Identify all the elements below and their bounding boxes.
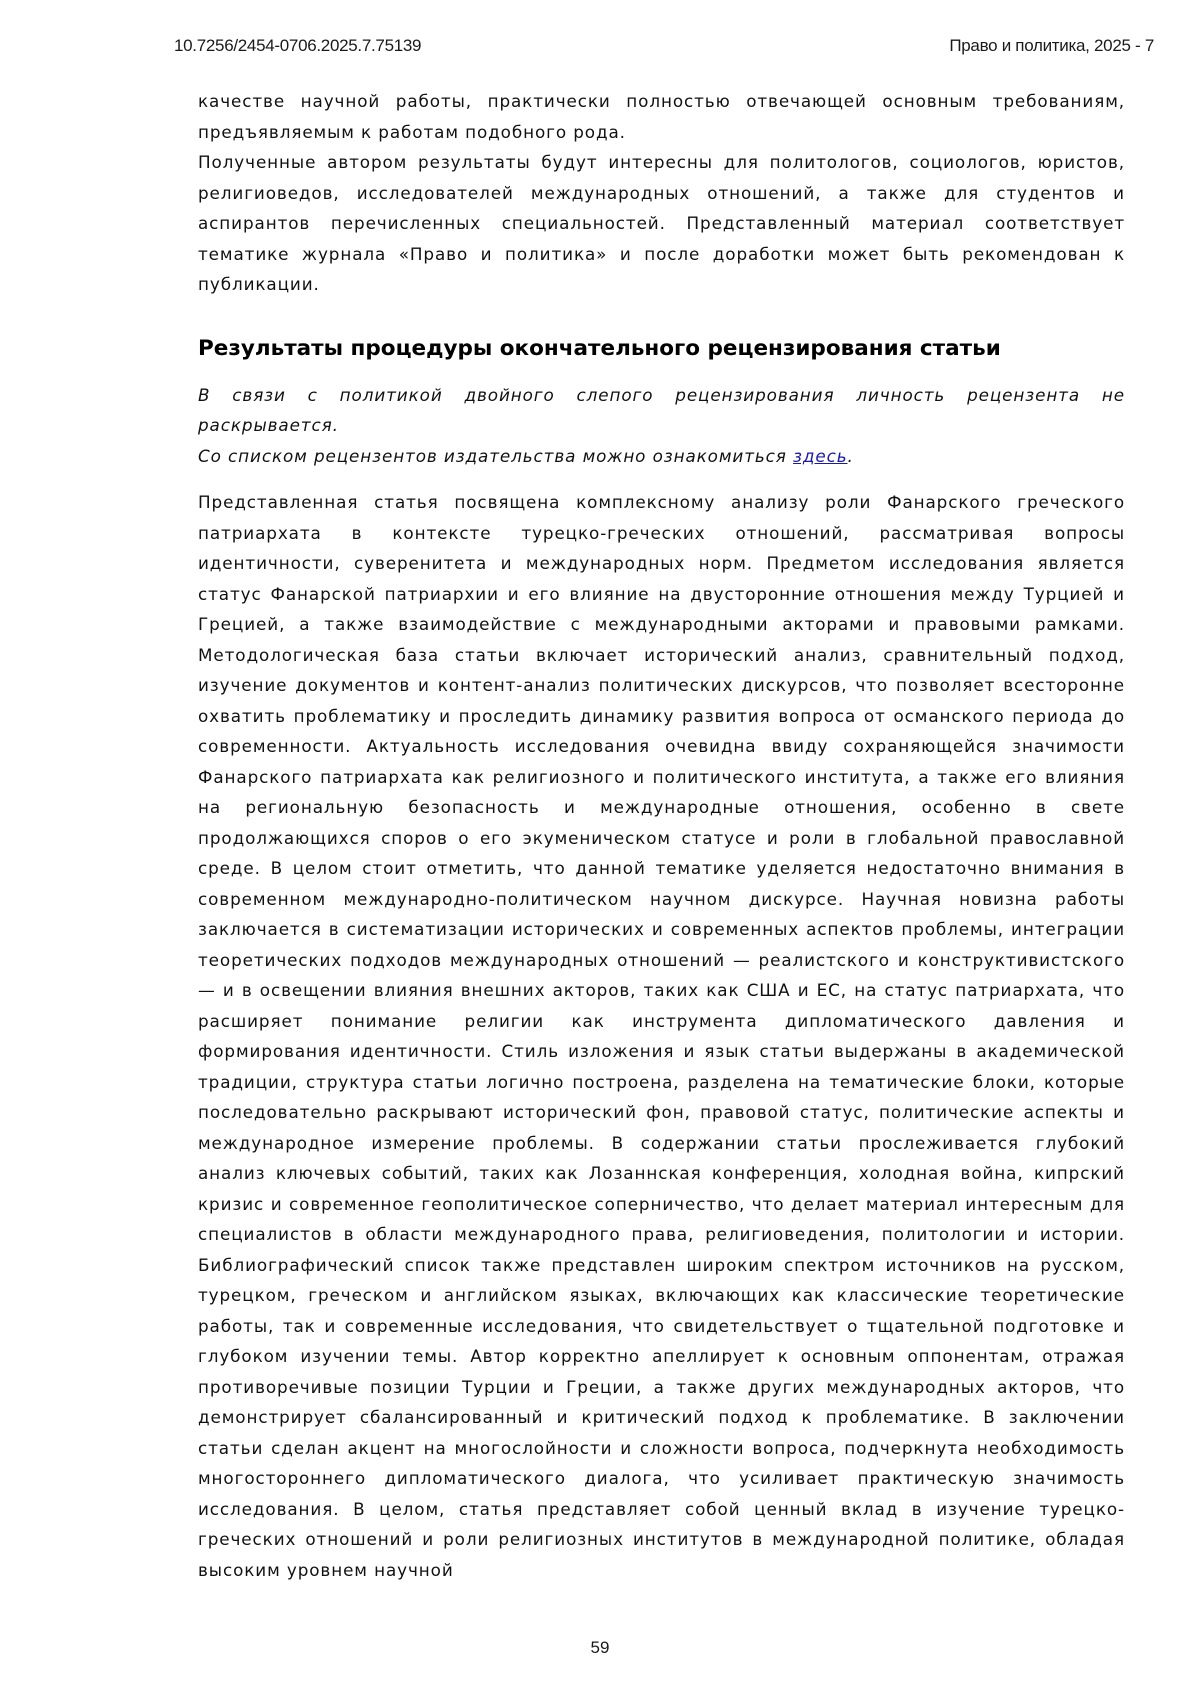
reviewers-text: Со списком рецензентов издательства можно ознакомиться <box>198 446 793 466</box>
intro-paragraph-continued: качестве научной работы, практически полностью отвечающей основным требованиям, предъявляемым к работам подобного рода. <box>198 86 1125 147</box>
intro-paragraph-audience: Полученные автором результаты будут интересны для политологов, социологов, юристов, религиоведов, исследователей международных отношений, а также для студентов и аспирантов перечисленных специальностей. Представленный материал соответствует тематике журнала «Право и политика» и после доработки может быть рекомендован к публикации. <box>198 147 1125 300</box>
document-page <box>0 0 1200 1698</box>
blind-review-note: В связи с политикой двойного слепого рецензирования личность рецензента не раскрывается. <box>198 380 1125 441</box>
page-content <box>198 86 1125 1585</box>
review-body: Представленная статья посвящена комплексному анализу роли Фанарского греческого патриархата в контексте турецко-греческих отношений, рассматривая вопросы идентичности, суверенитета и международных норм. Предметом исследования является статус Фанарской патриархии и его влияние на двусторонние отношения между Турцией и Грецией, а также взаимодействие с международными акторами и правовыми рамками. Методологическая база статьи включает исторический анализ, сравнительный подход, изучение документов и контент-анализ политических дискурсов, что позволяет всесторонне охватить проблематику и проследить динамику развития вопроса от османского периода до современности. Актуальность исследования очевидна ввиду сохраняющейся значимости Фанарского патриархата как религиозного и политического института, а также его влияния на региональную безопасность и международные отношения, особенно в свете продолжающихся споров о его экуменическом статусе и роли в глобальной православной среде. В целом стоит отметить, что данной тематике уделяется недостаточно внимания в современном международно-политическом научном дискурсе. Научная новизна работы заключается в систематизации исторических и современных аспектов проблемы, интеграции теоретических подходов международных отношений — реалистского и конструктивистского — и в освещении влияния внешних акторов, таких как США и ЕС, на статус патриархата, что расширяет понимание религии как инструмента дипломатического давления и формирования идентичности. Стиль изложения и язык статьи выдержаны в академической традиции, структура статьи логично построена, разделена на тематические блоки, которые последовательно раскрывают исторический фон, правовой статус, политические аспекты и международное измерение проблемы. В содержании статьи прослеживается глубокий анализ ключевых событий, таких как Лозаннская конференция, холодная война, кипрский кризис и современное геополитическое соперничество, что делает материал интересным для специалистов в области международного права, религиоведения, политологии и истории. Библиографический список также представлен широким спектром источников на русском, турецком, греческом и английском языках, включающих как классические теоретические работы, так и современные исследования, что свидетельствует о тщательной подготовке и глубоком изучении темы. Автор корректно апеллирует к основным оппонентам, отражая противоречивые позиции Турции и Греции, а также других международных акторов, что демонстрирует сбалансированный и критический подход к проблематике. В заключении статьи сделан акцент на многослойности и сложности вопроса, подчеркнута необходимость многостороннего дипломатического диалога, что усиливает практическую значимость исследования. В целом, статья представляет собой ценный вклад в изучение турецко-греческих отношений и роли религиозных институтов в международной политике, обладая высоким уровнем научной <box>198 487 1125 1585</box>
journal-issue: Право и политика, 2025 - 7 <box>949 36 1154 56</box>
page-header <box>174 36 1154 60</box>
reviewers-list-note <box>198 441 1125 472</box>
page-number: 59 <box>0 1638 1200 1658</box>
reviewers-link[interactable]: здесь <box>793 446 847 466</box>
section-title: Результаты процедуры окончательного рецензирования статьи <box>198 334 1125 364</box>
doi-text: 10.7256/2454-0706.2025.7.75139 <box>174 36 421 56</box>
reviewers-end: . <box>848 446 854 466</box>
spacer <box>198 471 1125 487</box>
